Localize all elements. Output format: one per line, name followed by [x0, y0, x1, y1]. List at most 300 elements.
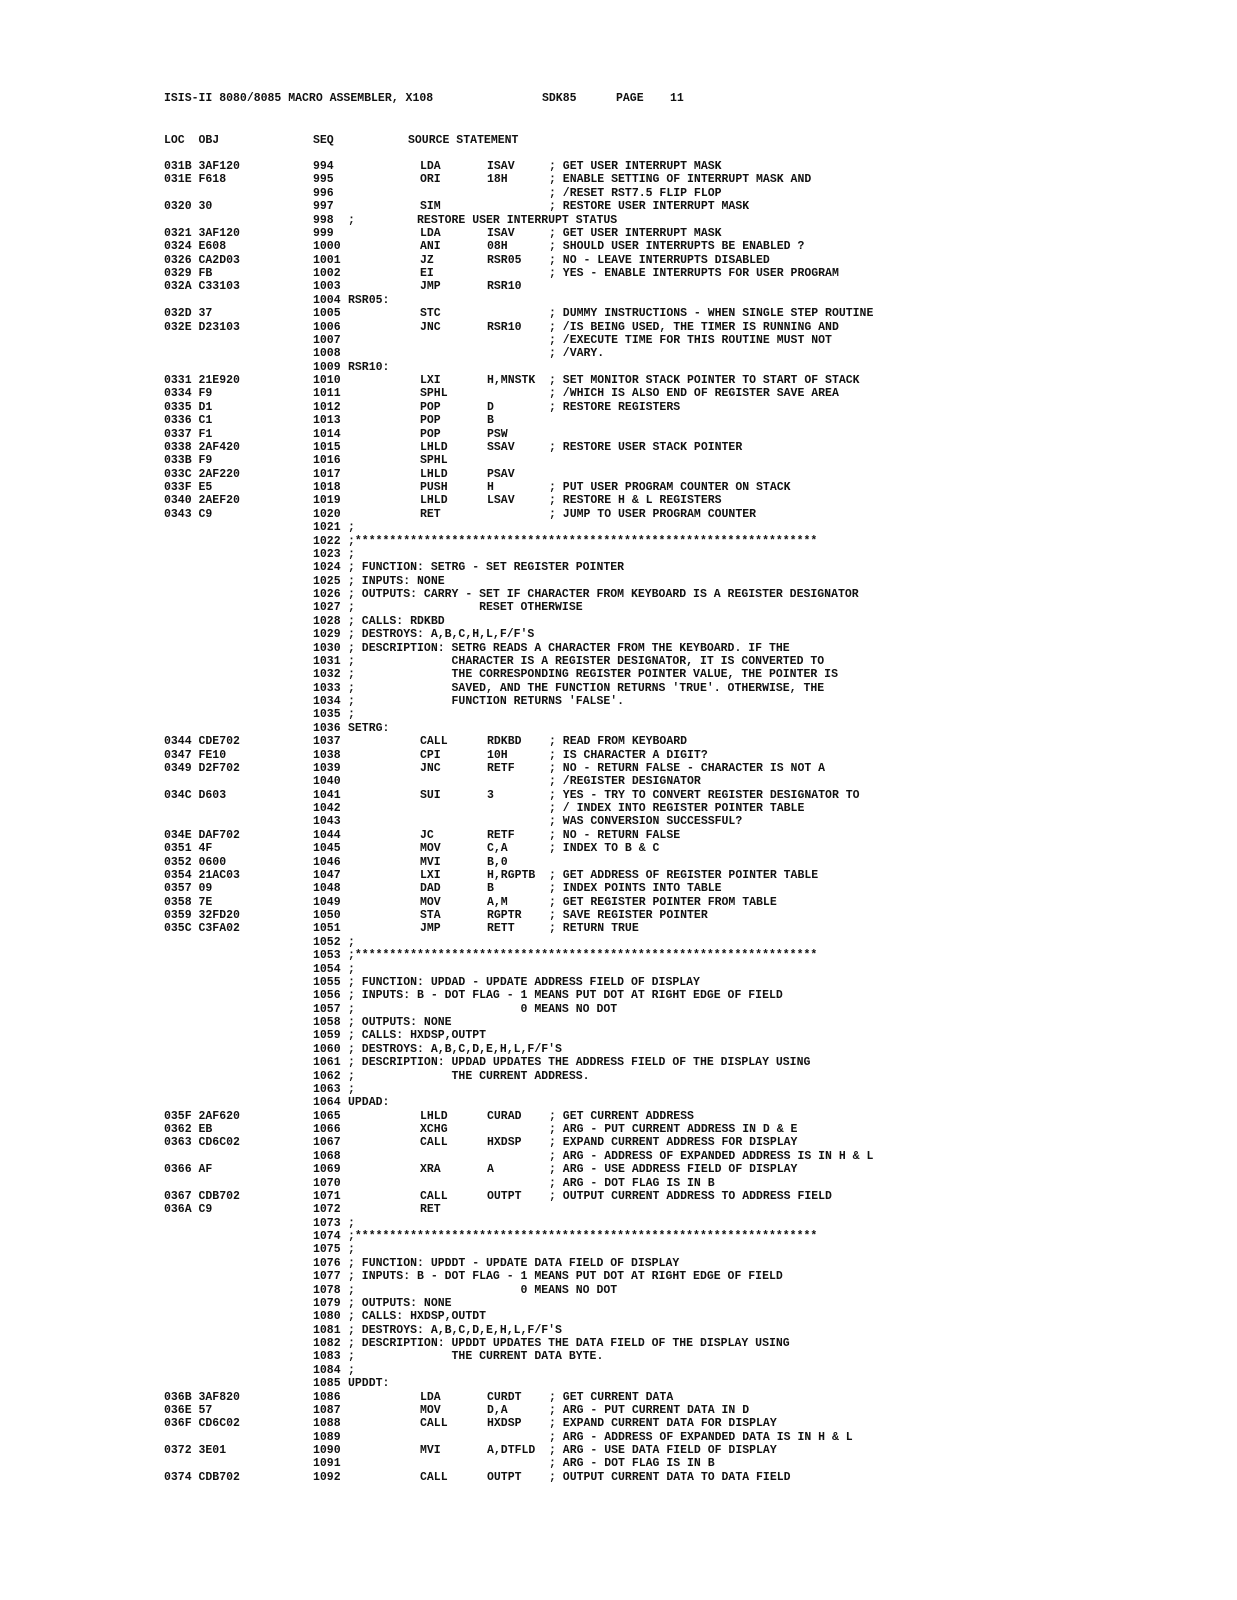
comment-text: ; OUTPUTS: NONE: [348, 1016, 452, 1029]
comment-text: ; INPUTS: B - DOT FLAG - 1 MEANS PUT DOT AT RIGHT EDGE OF FIELD: [348, 989, 783, 1003]
comment-text: ;: [348, 1363, 355, 1377]
seq-number: 1022: [313, 534, 341, 548]
listing-line: [164, 561, 1164, 574]
listing-line: [164, 936, 1164, 949]
listing-line: [164, 321, 1164, 334]
listing-line: [164, 200, 1164, 213]
seq-number: 1033: [313, 681, 341, 695]
operand: CURAD: [487, 1109, 522, 1123]
comment: ; PUT USER PROGRAM COUNTER ON STACK: [549, 481, 791, 494]
comment-text: ; FUNCTION: UPDAD - UPDATE ADDRESS FIELD OF DISPLAY: [348, 975, 700, 989]
comment-text: ; INPUTS: B - DOT FLAG - 1 MEANS PUT DOT AT RIGHT EDGE OF FIELD: [348, 1270, 783, 1284]
page-number: 11: [670, 92, 684, 105]
listing-line: [164, 214, 1164, 227]
comment: ; RESTORE REGISTERS: [549, 400, 681, 414]
seq-number: 1089: [313, 1430, 341, 1444]
loc-obj-cell: 0359 32FD20: [164, 909, 240, 922]
source-listing: [164, 160, 1164, 1484]
loc-obj-cell: 0372 3E01: [164, 1444, 227, 1457]
listing-line: [164, 454, 1164, 467]
opcode: JZ: [420, 253, 434, 267]
loc-obj-cell: 0326 CA2D03: [164, 253, 240, 267]
listing-line: [164, 307, 1164, 320]
operand: B,0: [487, 855, 508, 869]
listing-line: [164, 722, 1164, 735]
listing-line: [164, 1177, 1164, 1190]
loc-obj-cell: 0357 09: [164, 882, 213, 896]
listing-line: [164, 1444, 1164, 1457]
listing-line: [164, 535, 1164, 548]
seq-number: 1048: [313, 882, 341, 896]
comment-text: ; 0 MEANS NO DOT: [348, 1002, 618, 1016]
loc-obj-cell: 034E DAF702: [164, 828, 240, 842]
listing-line: [164, 334, 1164, 347]
opcode: LHLD: [420, 1109, 448, 1123]
listing-line: [164, 1136, 1164, 1149]
comment-text: ;: [348, 1243, 355, 1257]
seq-number: 1064: [313, 1096, 341, 1110]
loc-obj-cell: 0343 C9: [164, 507, 213, 521]
opcode: JNC: [420, 320, 441, 334]
listing-line: [164, 682, 1164, 695]
listing-line: [164, 160, 1164, 173]
comment: ; INDEX TO B & C: [549, 842, 660, 856]
listing-line: [164, 789, 1164, 802]
listing-line: [164, 1391, 1164, 1404]
seq-number: 1080: [313, 1310, 341, 1324]
comment: ; GET USER INTERRUPT MASK: [549, 160, 722, 173]
listing-line: [164, 896, 1164, 909]
comment: ; YES - ENABLE INTERRUPTS FOR USER PROGRAM: [549, 267, 839, 280]
operand: RETT: [487, 922, 515, 936]
comment: ; /IS BEING USED, THE TIMER IS RUNNING AND: [549, 320, 839, 334]
listing-line: [164, 1203, 1164, 1216]
listing-line: [164, 1243, 1164, 1256]
seq-number: 1067: [313, 1136, 341, 1150]
seq-number: 1004: [313, 293, 341, 307]
seq-number: 1087: [313, 1403, 341, 1417]
comment: ; ARG - DOT FLAG IS IN B: [549, 1457, 715, 1471]
page-header: [164, 92, 684, 108]
comment: ; ARG - ADDRESS OF EXPANDED DATA IS IN H & L: [549, 1430, 853, 1444]
operand: A,M: [487, 895, 508, 909]
listing-line: [164, 240, 1164, 253]
comment-text: ;: [348, 1216, 355, 1230]
opcode: SUI: [420, 788, 441, 802]
seq-number: 1055: [313, 975, 341, 989]
seq-number: 1012: [313, 400, 341, 414]
loc-obj-cell: 034C D603: [164, 788, 227, 802]
comment: ; OUTPUT CURRENT ADDRESS TO ADDRESS FIELD: [549, 1189, 832, 1203]
loc-obj-cell: 0363 CD6C02: [164, 1136, 240, 1150]
assembler-title: ISIS-II 8080/8085 MACRO ASSEMBLER, X108: [164, 92, 434, 105]
seq-number: 1057: [313, 1002, 341, 1016]
comment: ; RESTORE USER INTERRUPT MASK: [549, 200, 750, 214]
listing-line: [164, 1150, 1164, 1163]
comment-text: ;: [348, 935, 355, 949]
seq-number: 1090: [313, 1444, 341, 1457]
opcode: CALL: [420, 1470, 448, 1484]
seq-number: 1054: [313, 962, 341, 976]
seq-number: 1023: [313, 547, 341, 561]
operand: OUTPT: [487, 1189, 522, 1203]
comment: ; /VARY.: [549, 347, 605, 361]
comment: ; ARG - DOT FLAG IS IN B: [549, 1176, 715, 1190]
listing-line: [164, 280, 1164, 293]
comment: ; ARG - USE DATA FIELD OF DISPLAY: [549, 1444, 777, 1457]
loc-obj-cell: 036F CD6C02: [164, 1417, 240, 1431]
operand: 18H: [487, 173, 508, 187]
seq-number: 1058: [313, 1016, 341, 1029]
operand: RSR05: [487, 253, 522, 267]
statement-label: SETRG:: [348, 721, 390, 735]
opcode: RET: [420, 1203, 441, 1217]
listing-line: [164, 1417, 1164, 1430]
seq-number: 1085: [313, 1377, 341, 1391]
listing-line: [164, 668, 1164, 681]
source-header: SOURCE STATEMENT: [408, 134, 519, 147]
operand: B: [487, 414, 494, 428]
seq-number: 1052: [313, 935, 341, 949]
listing-line: [164, 254, 1164, 267]
seq-number: 1056: [313, 989, 341, 1003]
listing-line: [164, 1043, 1164, 1056]
listing-line: [164, 842, 1164, 855]
loc-obj-cell: 032E D23103: [164, 320, 240, 334]
seq-number: 1075: [313, 1243, 341, 1257]
loc-obj-cell: 0349 D2F702: [164, 761, 240, 775]
comment: ; GET REGISTER POINTER FROM TABLE: [549, 895, 777, 909]
comment: ; GET CURRENT DATA: [549, 1390, 674, 1404]
listing-line: [164, 909, 1164, 922]
loc-obj-cell: 0347 FE10: [164, 748, 227, 762]
opcode: POP: [420, 427, 441, 441]
operand: D,A: [487, 1403, 508, 1417]
opcode: STC: [420, 307, 441, 321]
listing-line: [164, 963, 1164, 976]
listing-line: [164, 441, 1164, 454]
operand: RSR10: [487, 280, 522, 294]
listing-line: [164, 173, 1164, 186]
seq-number: 1081: [313, 1323, 341, 1337]
seq-number: 1040: [313, 775, 341, 789]
seq-number: 1031: [313, 654, 341, 668]
seq-number: 1010: [313, 374, 341, 387]
opcode: LXI: [420, 868, 441, 882]
seq-number: 1083: [313, 1350, 341, 1364]
listing-line: [164, 1324, 1164, 1337]
seq-number: 995: [313, 173, 334, 187]
listing-line: [164, 976, 1164, 989]
seq-number: 1088: [313, 1417, 341, 1431]
comment-text: ; DESTROYS: A,B,C,D,E,H,L,F/F'S: [348, 1323, 562, 1337]
seq-number: 1009: [313, 360, 341, 374]
opcode: JC: [420, 828, 434, 842]
seq-number: 1062: [313, 1069, 341, 1083]
comment-text: ; THE CORRESPONDING REGISTER POINTER VALUE, THE POINTER IS: [348, 668, 838, 682]
seq-number: 1072: [313, 1203, 341, 1217]
seq-number: 1092: [313, 1470, 341, 1484]
comment: ; SHOULD USER INTERRUPTS BE ENABLED ?: [549, 240, 805, 254]
listing-line: [164, 1457, 1164, 1470]
seq-number: 1069: [313, 1163, 341, 1177]
opcode: XCHG: [420, 1123, 448, 1136]
seq-number: 1059: [313, 1029, 341, 1043]
comment: ; DUMMY INSTRUCTIONS - WHEN SINGLE STEP ROUTINE: [549, 307, 874, 321]
seq-number: 1025: [313, 574, 341, 588]
comment-text: ; INPUTS: NONE: [348, 574, 445, 588]
seq-number: 1005: [313, 307, 341, 321]
comment: ; EXPAND CURRENT DATA FOR DISPLAY: [549, 1417, 777, 1431]
comment-text: ; DESTROYS: A,B,C,D,E,H,L,F/F'S: [348, 1042, 562, 1056]
seq-header: SEQ: [313, 134, 334, 147]
comment-text: ;: [348, 547, 355, 561]
comment: ; WAS CONVERSION SUCCESSFUL?: [549, 815, 743, 829]
seq-number: 1041: [313, 788, 341, 802]
comment-text: ; DESCRIPTION: SETRG READS A CHARACTER FROM THE KEYBOARD. IF THE: [348, 641, 790, 655]
seq-number: 1018: [313, 481, 341, 494]
operand: LSAV: [487, 494, 515, 508]
seq-number: 1003: [313, 280, 341, 294]
seq-number: 1044: [313, 828, 341, 842]
loc-obj-header: LOC OBJ: [164, 134, 220, 147]
listing-line: [164, 1270, 1164, 1283]
listing-line: [164, 1016, 1164, 1029]
loc-obj-cell: 0367 CDB702: [164, 1189, 240, 1203]
comment-text: ;: [348, 962, 355, 976]
seq-number: 1070: [313, 1176, 341, 1190]
operand: ISAV: [487, 160, 515, 173]
seq-number: 1050: [313, 909, 341, 922]
operand: RDKBD: [487, 735, 522, 749]
operand: A: [487, 1163, 494, 1177]
seq-number: 1077: [313, 1270, 341, 1284]
comment: ; RESTORE USER STACK POINTER: [549, 440, 743, 454]
opcode: MOV: [420, 895, 441, 909]
listing-line: [164, 481, 1164, 494]
seq-number: 1011: [313, 387, 341, 401]
loc-obj-cell: 0374 CDB702: [164, 1470, 240, 1484]
page-label: PAGE: [616, 92, 644, 105]
seq-number: 1015: [313, 440, 341, 454]
seq-number: 1024: [313, 561, 341, 575]
listing-line: [164, 1310, 1164, 1323]
listing-line: [164, 1070, 1164, 1083]
operand: 08H: [487, 240, 508, 254]
comment-text: ; DESTROYS: A,B,C,H,L,F/F'S: [348, 628, 535, 642]
loc-obj-cell: 033C 2AF220: [164, 467, 240, 481]
opcode: CALL: [420, 1136, 448, 1150]
loc-obj-cell: 0362 EB: [164, 1123, 213, 1136]
loc-obj-cell: 0358 7E: [164, 895, 213, 909]
opcode: LDA: [420, 226, 441, 240]
seq-number: 1043: [313, 815, 341, 829]
listing-line: [164, 1083, 1164, 1096]
listing-line: [164, 414, 1164, 427]
seq-number: 1042: [313, 802, 341, 815]
loc-obj-cell: 032A C33103: [164, 280, 240, 294]
opcode: XRA: [420, 1163, 441, 1177]
opcode: MVI: [420, 1444, 441, 1457]
loc-obj-cell: 036B 3AF820: [164, 1390, 240, 1404]
listing-line: [164, 508, 1164, 521]
operand: 3: [487, 788, 494, 802]
statement-label: RSR05:: [348, 293, 390, 307]
operand: RGPTR: [487, 909, 522, 922]
operand: C,A: [487, 842, 508, 856]
seq-number: 1008: [313, 347, 341, 361]
seq-number: 994: [313, 160, 334, 173]
comment: ; ARG - PUT CURRENT DATA IN D: [549, 1403, 750, 1417]
opcode: LDA: [420, 160, 441, 173]
listing-line: [164, 655, 1164, 668]
loc-obj-cell: 0336 C1: [164, 414, 213, 428]
seq-number: 1034: [313, 695, 341, 708]
comment: ; SET MONITOR STACK POINTER TO START OF STACK: [549, 374, 860, 387]
listing-line: [164, 1377, 1164, 1390]
listing-line: [164, 1096, 1164, 1109]
seq-number: 1063: [313, 1082, 341, 1096]
operand: RETF: [487, 761, 515, 775]
loc-obj-cell: 036A C9: [164, 1203, 213, 1217]
listing-line: [164, 815, 1164, 828]
listing-line: [164, 1404, 1164, 1417]
comment: ; NO - RETURN FALSE: [549, 828, 681, 842]
operand: HXDSP: [487, 1136, 522, 1150]
comment-text: ; CALLS: HXDSP,OUTDT: [348, 1310, 487, 1324]
comment-text: ; 0 MEANS NO DOT: [348, 1283, 618, 1297]
opcode: SPHL: [420, 454, 448, 468]
comment-text: ; THE CURRENT ADDRESS.: [348, 1069, 590, 1083]
seq-number: 1060: [313, 1042, 341, 1056]
seq-number: 1078: [313, 1283, 341, 1297]
comment: ; SAVE REGISTER POINTER: [549, 909, 708, 922]
listing-line: [164, 588, 1164, 601]
listing-line: [164, 695, 1164, 708]
comment: ; INDEX POINTS INTO TABLE: [549, 882, 722, 896]
listing-line: [164, 548, 1164, 561]
listing-line: [164, 601, 1164, 614]
operand: 10H: [487, 748, 508, 762]
seq-number: 999: [313, 226, 334, 240]
seq-number: 1061: [313, 1056, 341, 1070]
comment-text: ;: [348, 1082, 355, 1096]
comment: ; GET CURRENT ADDRESS: [549, 1109, 694, 1123]
listing-line: [164, 735, 1164, 748]
seq-number: 1007: [313, 333, 341, 347]
seq-number: 1068: [313, 1149, 341, 1163]
seq-number: 1046: [313, 855, 341, 869]
listing-line: [164, 521, 1164, 534]
opcode: POP: [420, 400, 441, 414]
loc-obj-cell: 0334 F9: [164, 387, 213, 401]
operand: B: [487, 882, 494, 896]
comment: ; IS CHARACTER A DIGIT?: [549, 748, 708, 762]
comment: ; NO - RETURN FALSE - CHARACTER IS NOT A: [549, 761, 826, 775]
loc-obj-cell: 033F E5: [164, 481, 213, 494]
listing-line: [164, 1337, 1164, 1350]
seq-number: 1049: [313, 895, 341, 909]
comment: ; GET USER INTERRUPT MASK: [549, 226, 722, 240]
loc-obj-cell: 035C C3FA02: [164, 922, 240, 936]
listing-line: [164, 1284, 1164, 1297]
comment: ; JUMP TO USER PROGRAM COUNTER: [549, 507, 757, 521]
seq-number: 1030: [313, 641, 341, 655]
seq-number: 1037: [313, 735, 341, 749]
module-name: SDK85: [542, 92, 577, 105]
opcode: PUSH: [420, 481, 448, 494]
listing-line: [164, 708, 1164, 721]
listing-line: [164, 294, 1164, 307]
opcode: CALL: [420, 1417, 448, 1431]
opcode: MOV: [420, 1403, 441, 1417]
loc-obj-cell: 031B 3AF120: [164, 160, 240, 173]
comment: ; ARG - PUT CURRENT ADDRESS IN D & E: [549, 1123, 798, 1136]
loc-obj-cell: 035F 2AF620: [164, 1109, 240, 1123]
listing-line: [164, 989, 1164, 1002]
opcode: JMP: [420, 280, 441, 294]
loc-obj-cell: 0329 FB: [164, 267, 213, 280]
listing-line: [164, 1123, 1164, 1136]
comment-text: ;: [348, 708, 355, 722]
comment: ; READ FROM KEYBOARD: [549, 735, 688, 749]
seq-number: 1039: [313, 761, 341, 775]
loc-obj-cell: 0324 E608: [164, 240, 227, 254]
listing-line: [164, 775, 1164, 788]
comment: ; ENABLE SETTING OF INTERRUPT MASK AND: [549, 173, 812, 187]
listing-line: [164, 949, 1164, 962]
comment-text: ; DESCRIPTION: UPDAD UPDATES THE ADDRESS FIELD OF THE DISPLAY USING: [348, 1056, 811, 1070]
listing-line: [164, 575, 1164, 588]
column-headers: [164, 134, 1064, 150]
operand: ISAV: [487, 226, 515, 240]
opcode: LXI: [420, 374, 441, 387]
comment-text: ;*******************************************************************: [348, 534, 818, 548]
loc-obj-cell: 0344 CDE702: [164, 735, 240, 749]
seq-number: 1001: [313, 253, 341, 267]
listing-line: [164, 1003, 1164, 1016]
comment-text: ; CALLS: HXDSP,OUTPT: [348, 1029, 487, 1043]
statement-label: UPDDT:: [348, 1377, 390, 1391]
statement-label: UPDAD:: [348, 1096, 390, 1110]
listing-line: [164, 187, 1164, 200]
comment: ; / INDEX INTO REGISTER POINTER TABLE: [549, 802, 805, 815]
comment-text: ; SAVED, AND THE FUNCTION RETURNS 'TRUE'. OTHERWISE, THE: [348, 681, 825, 695]
operand: HXDSP: [487, 1417, 522, 1431]
seq-number: 1051: [313, 922, 341, 936]
seq-number: 1071: [313, 1189, 341, 1203]
opcode: DAD: [420, 882, 441, 896]
opcode: CALL: [420, 1189, 448, 1203]
listing-line: [164, 802, 1164, 815]
opcode: SIM: [420, 200, 441, 214]
listing-line: [164, 628, 1164, 641]
comment: ; ARG - ADDRESS OF EXPANDED ADDRESS IS IN H & L: [549, 1149, 874, 1163]
listing-line: [164, 1110, 1164, 1123]
comment-text: ; CALLS: RDKBD: [348, 614, 445, 628]
comment: ; OUTPUT CURRENT DATA TO DATA FIELD: [549, 1470, 791, 1484]
opcode: LDA: [420, 1390, 441, 1404]
comment-text: ; THE CURRENT DATA BYTE.: [348, 1350, 604, 1364]
loc-obj-cell: 0331 21E920: [164, 374, 240, 387]
loc-obj-cell: 0337 F1: [164, 427, 213, 441]
seq-number: 1053: [313, 949, 341, 963]
seq-number: 1006: [313, 320, 341, 334]
listing-line: [164, 922, 1164, 935]
operand: CURDT: [487, 1390, 522, 1404]
loc-obj-cell: 0354 21AC03: [164, 868, 240, 882]
opcode: POP: [420, 414, 441, 428]
